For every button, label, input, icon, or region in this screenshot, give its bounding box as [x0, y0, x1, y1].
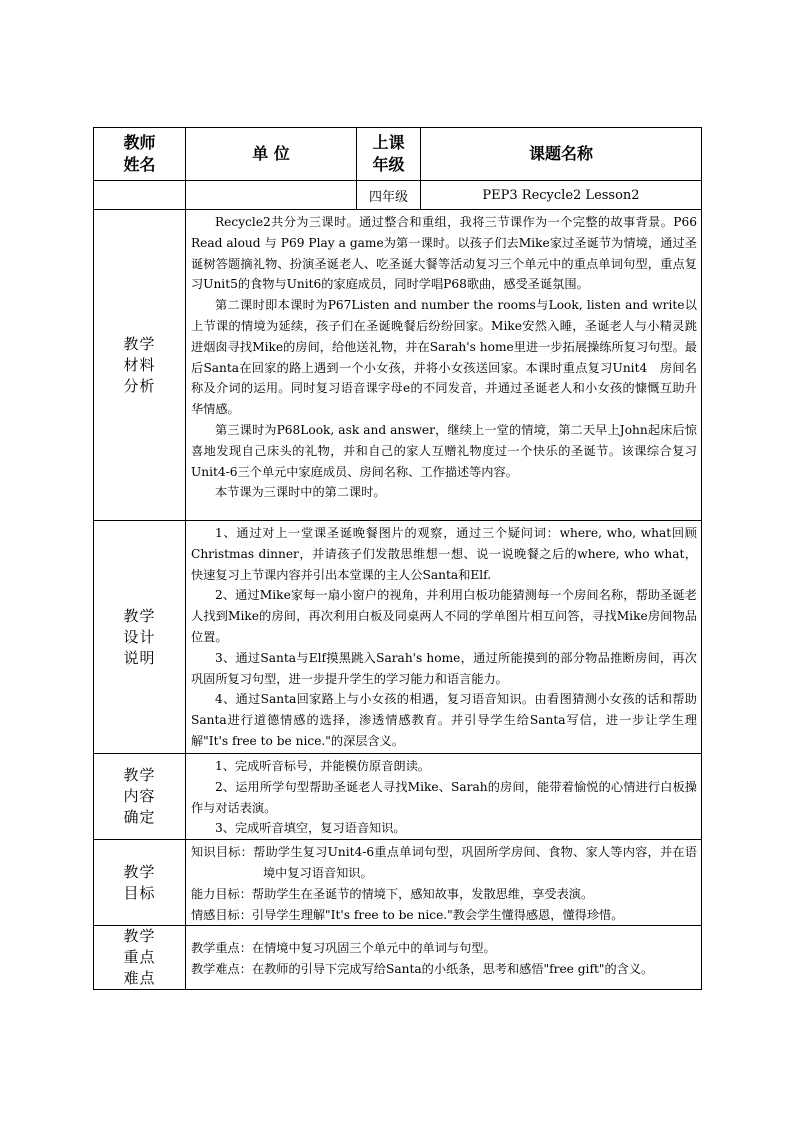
materials-label	[94, 210, 186, 521]
header-lesson-name-label: 课题名称	[528, 144, 593, 163]
keypoints-label-line1: 教学	[123, 927, 156, 946]
goals-label	[94, 840, 186, 926]
header-unit	[186, 128, 357, 181]
header-teacher-name	[94, 128, 186, 181]
content-label	[94, 754, 186, 840]
keypoints-paragraph: 教学难点：在教师的引导下完成写给Santa的小纸条，思考和感悟"free gift"的含义。	[191, 961, 654, 976]
content-label-line3: 确定	[123, 808, 156, 827]
materials-text	[186, 210, 702, 521]
unit-value-cell	[186, 181, 357, 210]
lesson-value-cell	[421, 181, 702, 210]
design-paragraph: 3、通过Santa与Elf摸黑跳入Sarah's home，通过所能摸到的部分物品推断房间，再次巩固所复习句型，进一步提升学生的学习能力和语言能力。	[191, 650, 697, 686]
keypoints-paragraph: 教学重点：在情境中复习巩固三个单元中的单词与句型。	[191, 941, 496, 956]
grade-value-cell	[357, 181, 421, 210]
design-label-line1: 教学	[123, 606, 156, 625]
header-lesson-name	[421, 128, 702, 181]
goals-paragraph: 能力目标：帮助学生在圣诞节的情境下，感知故事，发散思维，享受表演。	[191, 886, 594, 901]
design-paragraph: 1、通过对上一堂课圣诞晚餐图片的观察，通过三个疑问词：where, who, what回顾Christmas dinner，并请孩子们发散思维想一想、说一说晚餐之后的where, who what，快速复习上节课内容并引出本堂课的主人公Santa和Elf.	[191, 526, 697, 582]
goals-paragraph: 情感目标：引导学生理解"It's free to be nice."教会学生懂得感恩，懂得珍惜。	[191, 907, 624, 922]
materials-paragraph: 本节课为三课时中的第二课时。	[215, 485, 386, 500]
goals-row	[94, 840, 702, 926]
lesson-value: PEP3 Recycle2 Lesson2	[482, 187, 640, 203]
lesson-plan-table	[93, 127, 702, 990]
design-text	[186, 521, 702, 754]
materials-row	[94, 210, 702, 521]
content-paragraph: 2、运用所学句型帮助圣诞老人寻找Mike、Sarah的房间，能带着愉悦的心情进行白板操作与对话表演。	[191, 779, 697, 815]
materials-label-line2: 材料	[123, 355, 156, 374]
materials-paragraph: 第三课时为P68Look, ask and answer，继续上一堂的情境，第二天早上John起床后惊喜地发现自己床头的礼物，并和自己的家人互赠礼物度过一个快乐的圣诞节。该课综合复习Unit4-6三个单元中家庭成员、房间名称、工作描述等内容。	[191, 422, 697, 479]
header-grade	[357, 128, 421, 181]
info-row	[94, 181, 702, 210]
keypoints-row	[94, 926, 702, 990]
design-paragraph: 2、通过Mike家每一扇小窗户的视角，并利用白板功能猜测每一个房间名称，帮助圣诞老人找到Mike的房间，再次利用白板及同桌两人不同的学单图片相互问答，寻找Mike房间物品位置。	[191, 588, 697, 644]
goals-paragraph: 知识目标：帮助学生复习Unit4-6重点单词句型，巩固所学房间、食物、家人等内容，并在语境中复习语音知识。	[191, 845, 697, 880]
keypoints-label-line3: 难点	[123, 969, 156, 988]
header-grade-line2: 年级	[372, 155, 405, 174]
content-label-line2: 内容	[123, 787, 156, 806]
content-paragraph: 3、完成听音填空，复习语音知识。	[215, 821, 406, 836]
content-label-line1: 教学	[123, 766, 156, 785]
header-unit-label: 单 位	[252, 144, 290, 163]
design-label-line3: 说明	[123, 648, 156, 667]
keypoints-text	[186, 926, 702, 990]
keypoints-label-line2: 重点	[123, 948, 156, 967]
goals-label-line2: 目标	[123, 883, 156, 902]
goals-text	[186, 840, 702, 926]
materials-paragraph: Recycle2共分为三课时。通过整合和重组，我将三节课作为一个完整的故事背景。P66 Read aloud 与 P69 Play a game为第一课时。以孩子们去Mike家过圣诞节为情境，通过圣诞树答题摘礼物、扮演圣诞老人、吃圣诞大餐等活动复习三个单元中的重点单词句型，重点复习Unit5的食物与Unit6的家庭成员，同时学唱P68歌曲，感受圣诞氛围。	[191, 215, 697, 292]
keypoints-label	[94, 926, 186, 990]
header-grade-line1: 上课	[372, 133, 405, 152]
materials-label-line1: 教学	[123, 334, 156, 353]
design-paragraph: 4、通过Santa回家路上与小女孩的相遇，复习语音知识。由看图猜测小女孩的话和帮助Santa进行道德情感的选择，渗透情感教育。并引导学生给Santa写信，进一步让学生理解"It's free to be nice."的深层含义。	[191, 692, 697, 748]
content-paragraph: 1、完成听音标号，并能模仿原音朗读。	[215, 759, 430, 773]
design-row	[94, 521, 702, 754]
header-row	[94, 128, 702, 181]
content-row	[94, 754, 702, 840]
goals-label-line1: 教学	[123, 862, 156, 881]
header-teacher-name-line2: 姓名	[123, 155, 156, 174]
design-label	[94, 521, 186, 754]
design-label-line2: 设计	[123, 627, 156, 646]
content-text	[186, 754, 702, 840]
materials-paragraph: 第二课时即本课时为P67Listen and number the rooms与Look, listen and write以上节课的情境为延续，孩子们在圣诞晚餐后纷纷回家。Mike安然入睡，圣诞老人与小精灵跳进烟囱寻找Mike的房间，给他送礼物，并在Sarah's home里进一步拓展操练所复习句型。最后Santa在回家的路上遇到一个小女孩，并将小女孩送回家。本课时重点复习Unit4 房间名称及介词的运用。同时复习语音课字母e的不同发音，并通过圣诞老人和小女孩的慷慨互助升华情感。	[191, 298, 697, 417]
header-teacher-name-line1: 教师	[123, 133, 156, 152]
teacher-value-cell	[94, 181, 186, 210]
grade-value: 四年级	[368, 189, 408, 205]
materials-label-line3: 分析	[123, 376, 156, 395]
